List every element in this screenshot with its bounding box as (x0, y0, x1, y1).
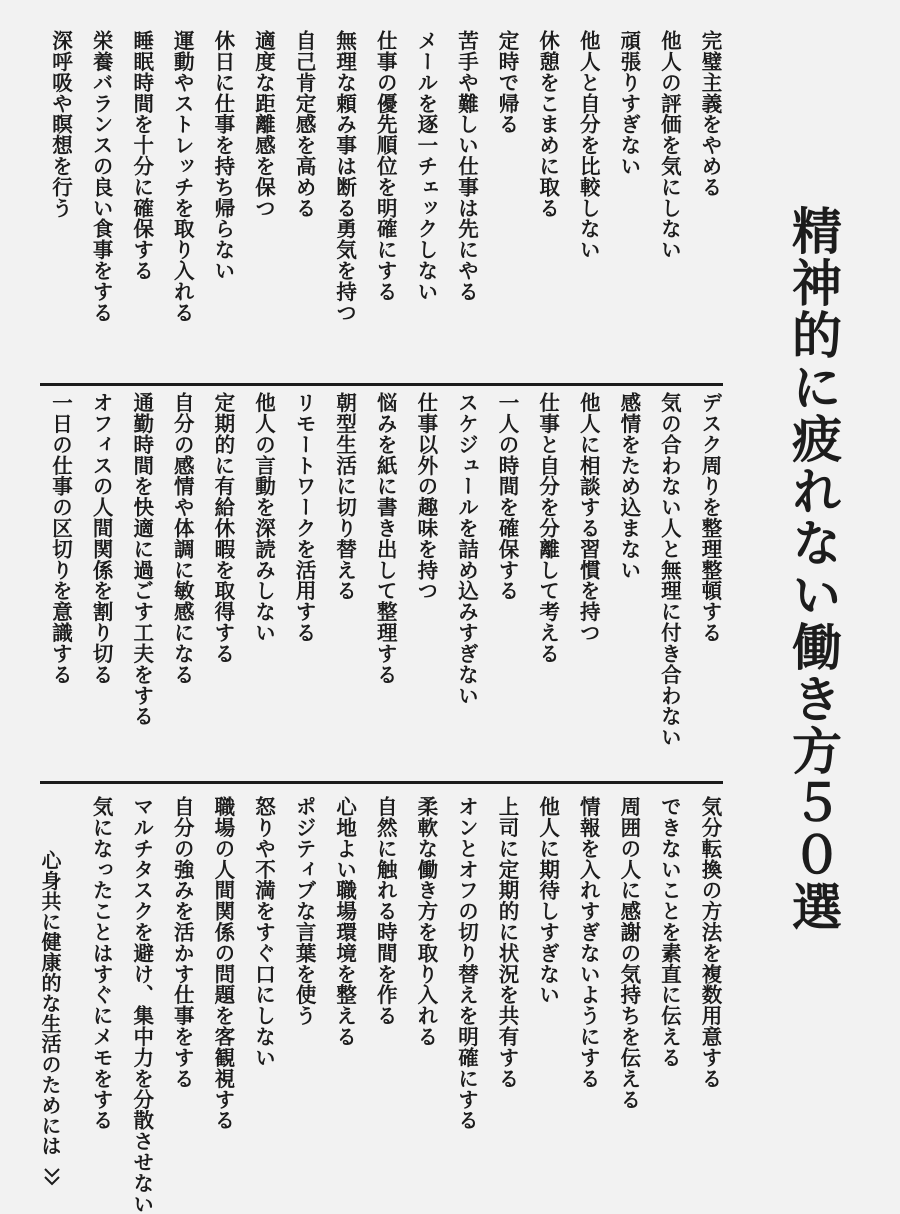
list-section-2 (40, 392, 730, 774)
item-list (40, 796, 730, 1214)
list-item: 情報を入れすぎないようにする (576, 796, 601, 1089)
list-item: 周囲の人に感謝の気持ちを伝える (616, 796, 641, 1110)
list-item: 他人に期待しすぎない (535, 796, 560, 1006)
list-item: 栄養バランスの良い食事をする (89, 30, 114, 323)
list-item: 心地よい職場環境を整える (332, 796, 357, 1047)
footer-note: 心身共に健康的な生活のためには (38, 850, 62, 1156)
list-item: 他人の評価を気にしない (657, 30, 682, 261)
list-item: 他人の言動を深読みしない (251, 392, 276, 643)
list-item: 感情をため込まない (616, 392, 641, 581)
list-item: 職場の人間関係の問題を客観視する (210, 796, 235, 1131)
list-item: 自分の感情や体調に敏感になる (170, 392, 195, 685)
list-item: 気分転換の方法を複数用意する (698, 796, 722, 1089)
list-item: メールを逐一チェックしない (413, 30, 438, 302)
list-item: 定期的に有給休暇を取得する (210, 392, 235, 664)
list-item: 運動やストレッチを取り入れる (170, 30, 195, 323)
divider (40, 383, 723, 386)
list-item: 自分の強みを活かす仕事をする (170, 796, 195, 1089)
list-item: 仕事と自分を分離して考える (535, 392, 560, 664)
list-item: 仕事以外の趣味を持つ (413, 392, 438, 602)
list-item: 苦手や難しい仕事は先にやる (454, 30, 479, 302)
list-item: 自然に触れる時間を作る (373, 796, 398, 1027)
item-list (40, 30, 730, 375)
list-item: 他人と自分を比較しない (576, 30, 601, 261)
list-item: 他人に相談する習慣を持つ (576, 392, 601, 643)
list-item: マルチタスクを避け、集中力を分散させない (129, 796, 154, 1214)
title-number: ５０選 (784, 777, 843, 933)
list-item: 頑張りすぎない (616, 30, 641, 177)
list-item: 完璧主義をやめる (698, 30, 722, 198)
list-item: リモートワークを活用する (292, 392, 317, 643)
list-item: 深呼吸や瞑想を行う (48, 30, 73, 219)
list-item: 定時で帰る (495, 30, 520, 135)
list-item: 自己肯定感を高める (292, 30, 317, 219)
list-item: 通勤時間を快適に過ごす工夫をする (129, 392, 154, 727)
list-item: 気の合わない人と無理に付き合わない (657, 392, 682, 748)
list-item: 怒りや不満をすぐ口にしない (251, 796, 276, 1068)
list-item: 休憩をこまめに取る (535, 30, 560, 219)
list-item: 休日に仕事を持ち帰らない (210, 30, 235, 281)
list-item: 朝型生活に切り替える (332, 392, 357, 602)
list-item: ポジティブな言葉を使う (292, 796, 317, 1027)
item-list (40, 392, 730, 774)
list-item: 一日の仕事の区切りを意識する (48, 392, 73, 685)
list-item: デスク周りを整理整頓する (698, 392, 722, 643)
list-item: スケジュールを詰め込みすぎない (454, 392, 479, 706)
list-item: オフィスの人間関係を割り切る (89, 392, 114, 685)
divider (40, 781, 723, 784)
list-section-1 (40, 30, 730, 375)
list-item: 上司に定期的に状況を共有する (495, 796, 520, 1089)
list-item: 一人の時間を確保する (495, 392, 520, 602)
page-title (784, 205, 843, 933)
list-item: 気になったことはすぐにメモをする (89, 796, 114, 1131)
list-item: 柔軟な働き方を取り入れる (413, 796, 438, 1047)
title-text: 精神的に疲れない働き方 (784, 205, 843, 777)
list-item: できないことを素直に伝える (657, 796, 682, 1068)
list-item: 睡眠時間を十分に確保する (129, 30, 154, 281)
double-chevron-down-icon (42, 1166, 62, 1188)
list-item: オンとオフの切り替えを明確にする (454, 796, 479, 1131)
list-item: 仕事の優先順位を明確にする (373, 30, 398, 302)
list-item: 無理な頼み事は断る勇気を持つ (332, 30, 357, 323)
list-section-3 (40, 796, 730, 1214)
list-item: 悩みを紙に書き出して整理する (373, 392, 398, 685)
list-item: 適度な距離感を保つ (251, 30, 276, 219)
